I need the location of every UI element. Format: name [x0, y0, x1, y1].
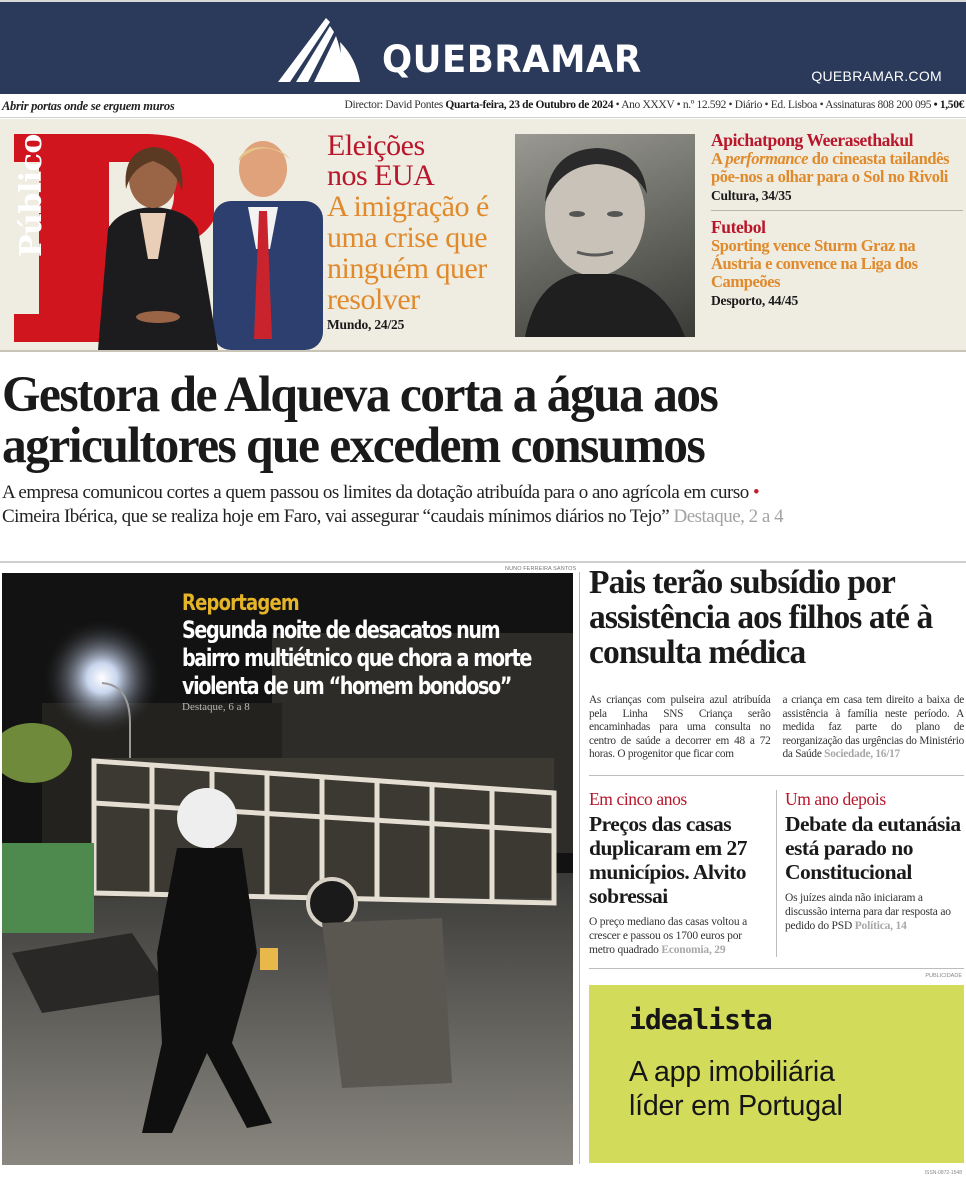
photo-credit: NUNO FERREIRA SANTOS — [505, 566, 577, 572]
story-body — [589, 694, 964, 762]
secondary-stories — [589, 790, 964, 957]
section-ref: Desporto, 44/45 — [711, 293, 798, 308]
divider — [589, 775, 964, 776]
top-teasers — [0, 119, 966, 352]
teaser-sport[interactable] — [711, 218, 963, 309]
section-ref: Política, 14 — [852, 920, 907, 932]
sail-logo-icon — [278, 18, 364, 82]
section-ref: Sociedade, 16/17 — [821, 748, 900, 760]
story-housing[interactable] — [589, 790, 777, 957]
ad-copy: A app imobiliária líder em Portugal — [629, 1056, 843, 1122]
section-ref: Mundo, 24/25 — [327, 317, 405, 332]
filmmaker-portrait[interactable] — [515, 134, 695, 337]
dateline — [0, 94, 966, 118]
issn: ISSN-0872-1548 — [924, 1170, 962, 1176]
edition-meta — [345, 99, 964, 111]
candidates-photo[interactable] — [78, 139, 328, 350]
story-headline: Debate da eutanásia está parado no Constitucional — [785, 812, 961, 884]
brand-name: QUEBRAMAR — [382, 38, 642, 81]
photo-caption-block — [182, 591, 562, 713]
teaser-kicker: Apichatpong Weerasethakul — [711, 130, 914, 150]
ad-label: PUBLICIDADE — [925, 973, 962, 979]
column-divider — [579, 572, 580, 1164]
teaser-kicker: Futebol — [711, 217, 766, 237]
story-kicker: Um ano depois — [785, 789, 886, 809]
masthead — [0, 0, 966, 94]
lead-dek: A empresa comunicou cortes a quem passou os limites da dotação atribuída para o ano agrícola em curso • Cimeira Ibérica, que se realiza hoje em Faro, vai assegurar “caudais mínimos diários no Tejo” Destaque, 2 a 4 — [2, 482, 784, 527]
tagline: Abrir portas onde se erguem muros — [2, 99, 175, 113]
divider — [711, 210, 963, 211]
divider — [0, 561, 966, 563]
story-summary: Os juízes ainda não iniciaram a discussão interna para dar resposta ao pedido do PSD Política, 14 — [785, 892, 951, 932]
story-summary: O preço mediano das casas voltou a crescer e passou os 1700 euros por metro quadrado Economia, 29 — [589, 916, 747, 956]
teaser-culture[interactable] — [711, 131, 963, 204]
teaser-headline: A performance do cineasta tailandês põe-nos a olhar para o Sol no Rivoli — [711, 149, 950, 186]
teaser-headline: A imigração é uma crise que ninguém quer resolver — [327, 190, 489, 316]
section-ref: Destaque, 6 a 8 — [182, 701, 250, 713]
publico-wordmark: Público — [14, 134, 49, 257]
body-column-1: As crianças com pulseira azul atribuída pela Linha SNS Criança serão encaminhadas para uma consulta no centro de saúde a decorrer em 48 a 72 horas. O progenitor que ficar com — [589, 694, 771, 760]
story-headline: Pais terão subsídio por assistência aos filhos até à consulta médica — [589, 564, 933, 671]
story-headline: Preços das casas duplicaram em 27 municípios. Alvito sobressai — [589, 812, 748, 908]
photo-story[interactable] — [2, 573, 573, 1165]
divider — [589, 968, 964, 969]
story-parents-subsidy[interactable] — [589, 565, 964, 762]
lead-story[interactable] — [2, 367, 964, 529]
price: • 1,50€ — [933, 99, 964, 111]
portrait-illustration-icon — [515, 134, 695, 337]
teaser-kicker: nos EUA — [327, 159, 435, 192]
teaser-elections[interactable] — [327, 131, 512, 333]
photo-kicker: Reportagem — [182, 591, 299, 616]
ad-brand-logo: idealista — [629, 1003, 772, 1036]
edition-info: • Ano XXXV • n.º 12.592 • Diário • Ed. Lisboa • Assinaturas 808 200 095 — [613, 99, 934, 111]
lead-headline: Gestora de Alqueva corta a água aos agricultores que excedem consumos — [2, 367, 718, 474]
section-ref: Cultura, 34/35 — [711, 188, 792, 203]
idealista-advert[interactable] — [589, 985, 964, 1163]
site-url[interactable]: QUEBRAMAR.COM — [811, 68, 942, 84]
side-teasers — [711, 131, 963, 309]
photo-headline: Segunda noite de desacatos num bairro multiétnico que chora a morte violenta de um “homem bondoso” — [182, 616, 531, 700]
teaser-headline: Sporting vence Sturm Graz na Áustria e convence na Liga dos Campeões — [711, 236, 918, 291]
edition-date: Quarta-feira, 23 de Outubro de 2024 — [445, 99, 614, 111]
teaser-kicker: Eleições — [327, 129, 425, 162]
section-ref: Economia, 29 — [658, 944, 726, 956]
director: Director: David Pontes — [344, 99, 443, 111]
body-column-2: a criança em casa tem direito a baixa de assistência à família neste período. A medida faz parte do plano de reorganização das urgências do Ministério da Saúde Sociedade, 16/17 — [782, 694, 964, 760]
section-ref: Destaque, 2 a 4 — [669, 506, 784, 527]
story-kicker: Em cinco anos — [589, 789, 687, 809]
story-euthanasia[interactable] — [777, 790, 964, 957]
